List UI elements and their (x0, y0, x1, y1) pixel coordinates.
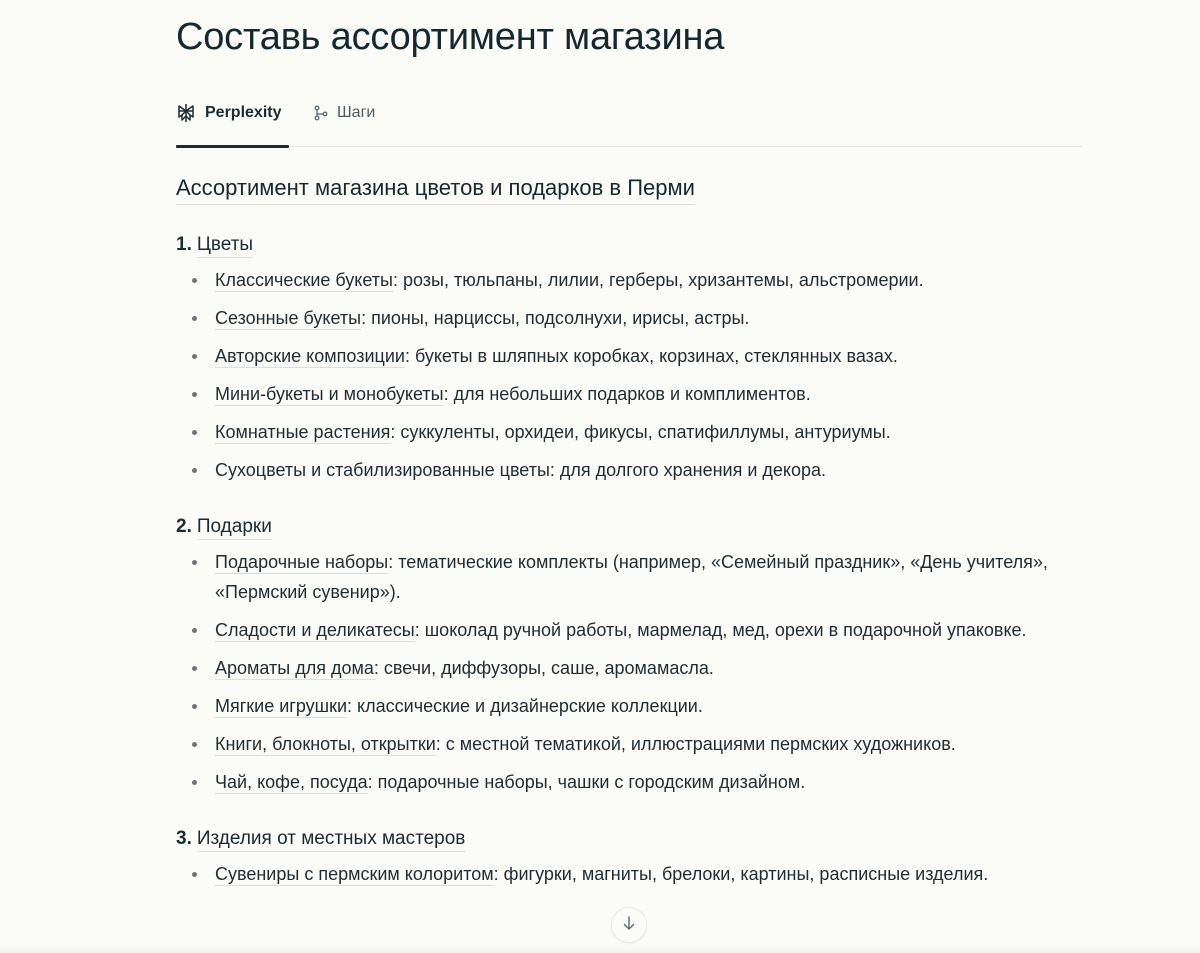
item-term: Сухоцветы и стабилизированные цветы (215, 460, 550, 480)
answer-tabs (176, 100, 1082, 147)
steps-branch-icon (314, 103, 328, 123)
answer-heading: Ассортимент магазина цветов и подарков в Перми (176, 172, 695, 205)
perplexity-logo-icon (176, 103, 196, 123)
item-term-link[interactable]: Подарочные наборы (215, 552, 389, 572)
section-title-link[interactable]: Подарки (197, 515, 272, 540)
bottom-fade (0, 943, 1200, 953)
answer-content (176, 172, 1082, 897)
list-item: Комнатные растения: суккуленты, орхидеи, фикусы, спатифиллумы, антуриумы. (176, 417, 1082, 447)
item-term-link[interactable]: Сезонные букеты (215, 308, 362, 328)
list-item: Мини-букеты и монобукеты: для небольших подарков и комплиментов. (176, 379, 1082, 409)
page-title: Составь ассортимент магазина (176, 16, 725, 58)
item-term-link[interactable]: Сладости и деликатесы (215, 620, 415, 640)
item-list (176, 547, 1082, 797)
list-item: Сладости и деликатесы: шоколад ручной работы, мармелад, мед, орехи в подарочной упаковке. (176, 615, 1082, 645)
tab-label: Шаги (337, 104, 376, 121)
item-term-link[interactable]: Комнатные растения (215, 422, 391, 442)
item-term-link[interactable]: Мини-букеты и монобукеты (215, 384, 444, 404)
list-item: Чай, кофе, посуда: подарочные наборы, чашки с городским дизайном. (176, 767, 1082, 797)
list-item: Ароматы для дома: свечи, диффузоры, саше, аромамасла. (176, 653, 1082, 683)
section-flowers (176, 231, 1082, 485)
section-gifts (176, 513, 1082, 797)
section-title-link[interactable]: Цветы (197, 233, 253, 258)
item-list (176, 859, 1082, 889)
item-term-link[interactable]: Ароматы для дома (215, 658, 374, 678)
list-item: Мягкие игрушки: классические и дизайнерские коллекции. (176, 691, 1082, 721)
section-heading: 2. Подарки (176, 513, 1082, 541)
tab-steps[interactable] (314, 100, 375, 147)
list-item: Подарочные наборы: тематические комплекты (например, «Семейный праздник», «День учителя», «Пермский сувенир»). (176, 547, 1082, 607)
section-heading: 3. Изделия от местных мастеров (176, 825, 1082, 853)
list-item: Авторские композиции: букеты в шляпных коробках, корзинах, стеклянных вазах. (176, 341, 1082, 371)
item-term-link[interactable]: Книги, блокноты, открытки (215, 734, 436, 754)
list-item: Сухоцветы и стабилизированные цветы: для долгого хранения и декора. (176, 455, 1082, 485)
item-term-link[interactable]: Чай, кофе, посуда (215, 772, 368, 792)
scroll-down-button[interactable] (611, 907, 647, 943)
arrow-down-icon (622, 915, 636, 936)
list-item: Классические букеты: розы, тюльпаны, лилии, герберы, хризантемы, альстромерии. (176, 265, 1082, 295)
list-item: Сезонные букеты: пионы, нарциссы, подсолнухи, ирисы, астры. (176, 303, 1082, 333)
tab-label: Perplexity (205, 104, 282, 121)
section-heading: 1. Цветы (176, 231, 1082, 259)
item-list (176, 265, 1082, 485)
item-term-link[interactable]: Классические букеты (215, 270, 393, 290)
item-term-link[interactable]: Мягкие игрушки (215, 696, 348, 716)
section-local-crafts (176, 825, 1082, 889)
list-item: Сувениры с пермским колоритом: фигурки, магниты, брелоки, картины, расписные изделия. (176, 859, 1082, 889)
section-title-link[interactable]: Изделия от местных мастеров (197, 827, 466, 852)
tab-perplexity[interactable] (176, 100, 289, 147)
item-term-link[interactable]: Сувениры с пермским колоритом (215, 864, 494, 884)
list-item: Книги, блокноты, открытки: с местной тематикой, иллюстрациями пермских художников. (176, 729, 1082, 759)
item-term-link[interactable]: Авторские композиции (215, 346, 405, 366)
